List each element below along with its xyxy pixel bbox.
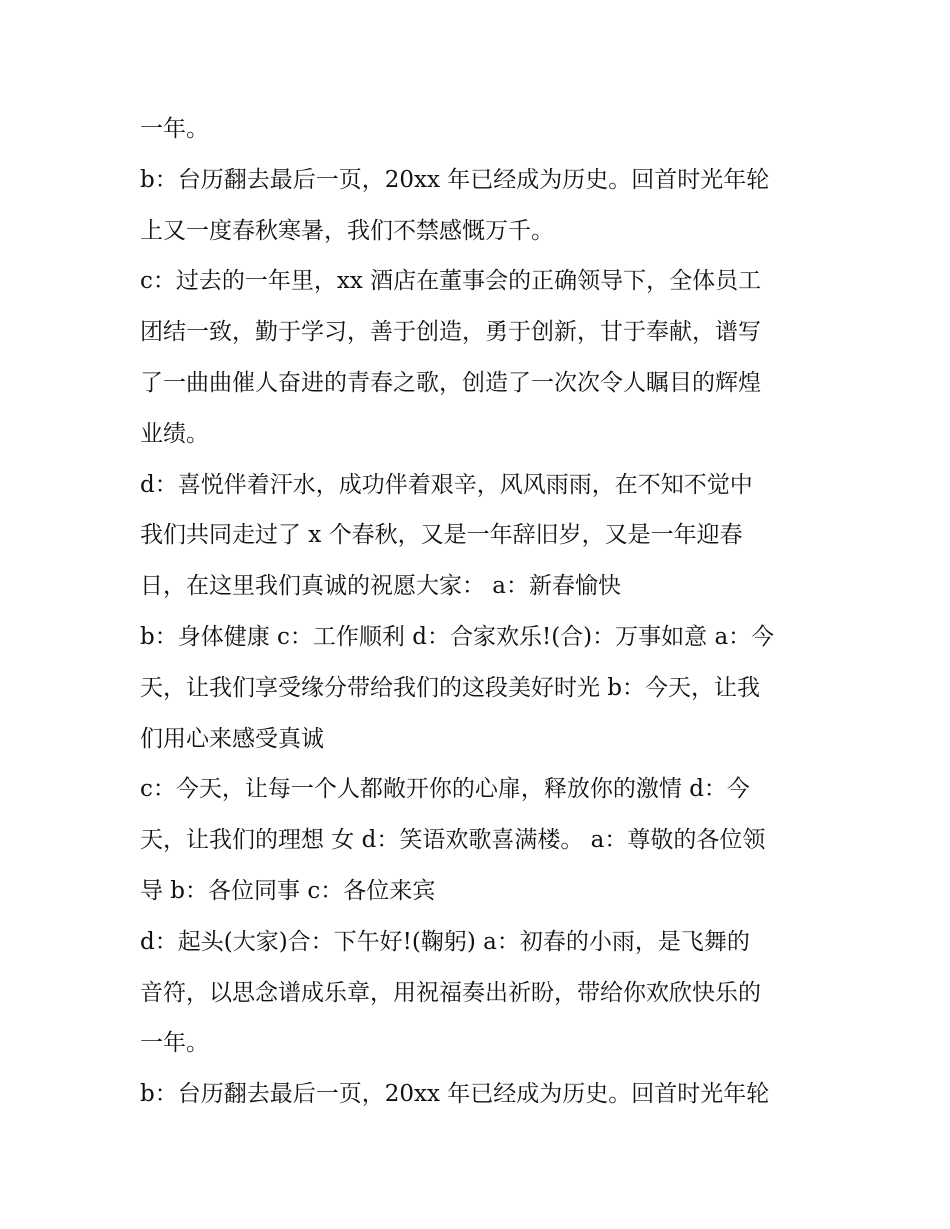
document-body — [140, 104, 820, 1120]
text-line: 了一曲曲催人奋进的青春之歌，创造了一次次令人瞩目的辉煌 — [140, 369, 761, 396]
text-line: 上又一度春秋寒暑，我们不禁感慨万千。 — [140, 217, 554, 244]
text-line: b：台历翻去最后一页，20xx 年已经成为历史。回首时光年轮 — [140, 166, 770, 193]
text-line: c：今天，让每一个人都敞开你的心扉，释放你的激情 d：今 — [140, 776, 750, 803]
text-line: 音符，以思念谱成乐章，用祝福奏出祈盼，带给你欢欣快乐的 — [140, 979, 761, 1006]
text-line: 一年。 — [140, 116, 209, 142]
text-line: 团结一致，勤于学习，善于创造，勇于创新，甘于奉献，谱写 — [140, 319, 761, 346]
text-line: 天，让我们的理想 女 d：笑语欢歌喜满楼。 a：尊敬的各位领 — [140, 827, 766, 854]
text-line: 业绩。 — [140, 420, 209, 447]
text-line: 天，让我们享受缘分带给我们的这段美好时光 b：今天，让我 — [140, 674, 761, 701]
text-line: d：喜悦伴着汗水，成功伴着艰辛，风风雨雨，在不知不觉中 — [140, 471, 753, 498]
text-line: b：台历翻去最后一页，20xx 年已经成为历史。回首时光年轮 — [140, 1081, 770, 1108]
text-line: 们用心来感受真诚 — [140, 725, 324, 752]
text-line: d：起头(大家)合：下午好!(鞠躬) a：初春的小雨，是飞舞的 — [140, 928, 750, 955]
text-line: 日，在这里我们真诚的祝愿大家： a：新春愉快 — [140, 573, 622, 600]
text-line: c：过去的一年里，xx 酒店在董事会的正确领导下，全体员工 — [140, 268, 762, 295]
text-line: 一年。 — [140, 1030, 209, 1057]
text-line: 我们共同走过了 x 个春秋，又是一年辞旧岁，又是一年迎春 — [140, 522, 743, 549]
text-line: b：身体健康 c：工作顺利 d：合家欢乐!(合)：万事如意 a：今 — [140, 623, 775, 650]
text-line: 导 b：各位同事 c：各位来宾 — [140, 877, 436, 904]
